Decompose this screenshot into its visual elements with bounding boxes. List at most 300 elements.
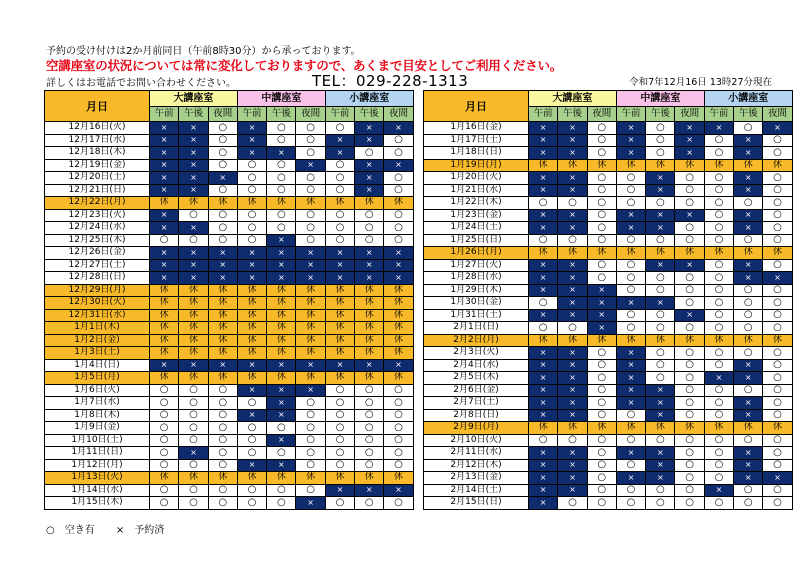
slot-cell: ○ xyxy=(208,159,237,172)
slot-cell: ○ xyxy=(384,459,413,472)
slot-cell: ○ xyxy=(704,347,733,360)
table-row xyxy=(45,447,414,460)
slot-cell: × xyxy=(529,384,558,397)
slot-cell: ○ xyxy=(763,284,792,297)
slot-cell: ○ xyxy=(587,184,616,197)
slot-cell: ○ xyxy=(267,159,296,172)
slot-cell: × xyxy=(558,209,587,222)
slot-cell: ○ xyxy=(150,434,179,447)
slot-cell: ○ xyxy=(150,497,179,510)
date-cell: 12月23日(火) xyxy=(45,209,150,222)
slot-cell: × xyxy=(529,372,558,385)
slot-cell: × xyxy=(296,247,325,260)
slot-cell: × xyxy=(529,409,558,422)
slot-cell: ○ xyxy=(675,484,704,497)
slot-cell: × xyxy=(558,447,587,460)
slot-cell: ○ xyxy=(237,234,266,247)
slot-cell: × xyxy=(208,272,237,285)
table-row xyxy=(424,297,793,310)
slot-cell: × xyxy=(558,297,587,310)
slot-cell: 休 xyxy=(355,322,384,335)
date-cell: 1月31日(土) xyxy=(424,309,529,322)
slot-cell: ○ xyxy=(675,297,704,310)
slot-cell: × xyxy=(355,184,384,197)
room-header-small: 小講座室 xyxy=(325,91,413,107)
slot-cell: 休 xyxy=(734,247,763,260)
slot-cell: × xyxy=(529,397,558,410)
slot-cell: 休 xyxy=(208,347,237,360)
slot-cell: ○ xyxy=(704,197,733,210)
table-row xyxy=(424,334,793,347)
date-cell: 12月27日(土) xyxy=(45,259,150,272)
slot-cell: 休 xyxy=(704,422,733,435)
slot-cell: ○ xyxy=(237,397,266,410)
slot-cell: × xyxy=(325,147,354,160)
slot-cell: ○ xyxy=(208,122,237,135)
slot-cell: 休 xyxy=(237,347,266,360)
slot-header-night: 夜間 xyxy=(587,107,616,122)
date-cell: 1月22日(木) xyxy=(424,197,529,210)
date-cell: 12月18日(木) xyxy=(45,147,150,160)
slot-header-night: 夜間 xyxy=(675,107,704,122)
slot-cell: ○ xyxy=(208,422,237,435)
slot-cell: ○ xyxy=(179,422,208,435)
date-cell: 2月9日(月) xyxy=(424,422,529,435)
slot-cell: × xyxy=(267,434,296,447)
slot-cell: × xyxy=(704,122,733,135)
slot-cell: × xyxy=(237,409,266,422)
slot-cell: ○ xyxy=(616,184,645,197)
slot-cell: × xyxy=(267,459,296,472)
table-row xyxy=(45,272,414,285)
slot-cell: 休 xyxy=(208,297,237,310)
slot-cell: × xyxy=(179,122,208,135)
slot-cell: × xyxy=(355,122,384,135)
slot-cell: 休 xyxy=(325,372,354,385)
slot-cell: × xyxy=(529,447,558,460)
slot-cell: ○ xyxy=(646,484,675,497)
slot-cell: × xyxy=(616,384,645,397)
table-row xyxy=(45,122,414,135)
slot-cell: ○ xyxy=(587,272,616,285)
slot-cell: ○ xyxy=(325,409,354,422)
slot-cell: × xyxy=(558,484,587,497)
slot-cell: 休 xyxy=(296,197,325,210)
slot-cell: ○ xyxy=(384,434,413,447)
slot-cell: 休 xyxy=(325,347,354,360)
slot-cell: ○ xyxy=(587,384,616,397)
slot-cell: × xyxy=(763,472,792,485)
slot-cell: × xyxy=(675,309,704,322)
slot-cell: 休 xyxy=(355,309,384,322)
table-row xyxy=(424,222,793,235)
slot-cell: × xyxy=(237,259,266,272)
slot-cell: ○ xyxy=(616,234,645,247)
slot-cell: ○ xyxy=(616,434,645,447)
slot-cell: 休 xyxy=(704,247,733,260)
slot-cell: ○ xyxy=(763,147,792,160)
slot-cell: ○ xyxy=(179,409,208,422)
room-header-large: 大講座室 xyxy=(529,91,617,107)
slot-cell: ○ xyxy=(296,147,325,160)
slot-cell: × xyxy=(150,222,179,235)
table-row xyxy=(45,222,414,235)
slot-cell: ○ xyxy=(296,447,325,460)
slot-cell: ○ xyxy=(675,497,704,510)
slot-cell: × xyxy=(150,359,179,372)
slot-cell: ○ xyxy=(150,422,179,435)
slot-cell: ○ xyxy=(646,234,675,247)
slot-cell: 休 xyxy=(355,197,384,210)
slot-cell: 休 xyxy=(208,197,237,210)
slot-cell: 休 xyxy=(355,372,384,385)
slot-cell: × xyxy=(558,459,587,472)
slot-cell: × xyxy=(150,159,179,172)
slot-cell: × xyxy=(529,497,558,510)
slot-cell: ○ xyxy=(208,397,237,410)
slot-cell: ○ xyxy=(675,197,704,210)
slot-cell: ○ xyxy=(296,422,325,435)
slot-cell: ○ xyxy=(267,222,296,235)
slot-cell: 休 xyxy=(646,334,675,347)
slot-cell: ○ xyxy=(267,484,296,497)
table-row xyxy=(424,122,793,135)
slot-cell: ○ xyxy=(675,409,704,422)
slot-cell: 休 xyxy=(150,309,179,322)
slot-cell: ○ xyxy=(763,197,792,210)
slot-cell: ○ xyxy=(587,222,616,235)
slot-cell: ○ xyxy=(734,234,763,247)
slot-cell: ○ xyxy=(384,209,413,222)
slot-cell: ○ xyxy=(267,497,296,510)
slot-cell: ○ xyxy=(763,434,792,447)
slot-cell: 休 xyxy=(763,334,792,347)
slot-cell: ○ xyxy=(646,497,675,510)
schedule-table-right xyxy=(423,90,793,510)
slot-cell: ○ xyxy=(704,272,733,285)
slot-cell: × xyxy=(150,134,179,147)
slot-cell: ○ xyxy=(237,484,266,497)
slot-cell: 休 xyxy=(325,297,354,310)
slot-header-morning: 午前 xyxy=(237,107,266,122)
slot-cell: 休 xyxy=(296,334,325,347)
slot-cell: 休 xyxy=(384,284,413,297)
slot-cell: ○ xyxy=(587,447,616,460)
slot-cell: ○ xyxy=(325,497,354,510)
slot-cell: ○ xyxy=(179,397,208,410)
slot-cell: ○ xyxy=(355,422,384,435)
slot-cell: ○ xyxy=(704,434,733,447)
table-row xyxy=(45,334,414,347)
slot-cell: 休 xyxy=(325,472,354,485)
slot-cell: ○ xyxy=(704,134,733,147)
slot-cell: × xyxy=(675,147,704,160)
date-cell: 1月23日(金) xyxy=(424,209,529,222)
table-row xyxy=(45,422,414,435)
slot-cell: × xyxy=(296,359,325,372)
date-cell: 1月14日(水) xyxy=(45,484,150,497)
date-cell: 12月24日(水) xyxy=(45,222,150,235)
slot-cell: × xyxy=(150,147,179,160)
room-header-large: 大講座室 xyxy=(150,91,238,107)
slot-cell: ○ xyxy=(675,384,704,397)
slot-cell: ○ xyxy=(208,459,237,472)
slot-cell: × xyxy=(734,372,763,385)
slot-cell: 休 xyxy=(529,334,558,347)
slot-cell: × xyxy=(646,172,675,185)
date-cell: 1月17日(土) xyxy=(424,134,529,147)
slot-cell: 休 xyxy=(237,322,266,335)
slot-cell: × xyxy=(529,359,558,372)
slot-cell: ○ xyxy=(763,372,792,385)
slot-cell: × xyxy=(325,259,354,272)
slot-cell: × xyxy=(646,259,675,272)
slot-cell: ○ xyxy=(646,434,675,447)
slot-cell: × xyxy=(734,447,763,460)
slot-cell: ○ xyxy=(208,384,237,397)
date-cell: 1月29日(木) xyxy=(424,284,529,297)
slot-header-morning: 午前 xyxy=(325,107,354,122)
date-column-header: 月日 xyxy=(424,91,529,122)
slot-cell: × xyxy=(529,222,558,235)
slot-cell: ○ xyxy=(208,184,237,197)
slot-cell: 休 xyxy=(646,422,675,435)
slot-cell: × xyxy=(179,147,208,160)
slot-cell: ○ xyxy=(325,172,354,185)
table-row xyxy=(424,359,793,372)
slot-cell: 休 xyxy=(179,197,208,210)
slot-cell: × xyxy=(646,384,675,397)
slot-cell: × xyxy=(734,409,763,422)
slot-cell: ○ xyxy=(616,172,645,185)
slot-cell: 休 xyxy=(325,284,354,297)
slot-cell: ○ xyxy=(296,222,325,235)
slot-cell: × xyxy=(179,172,208,185)
slot-cell: 休 xyxy=(384,347,413,360)
slot-cell: × xyxy=(237,122,266,135)
slot-cell: ○ xyxy=(734,197,763,210)
slot-cell: × xyxy=(616,359,645,372)
date-cell: 12月26日(金) xyxy=(45,247,150,260)
slot-cell: ○ xyxy=(646,309,675,322)
slot-cell: × xyxy=(150,272,179,285)
slot-cell: × xyxy=(558,284,587,297)
slot-cell: 休 xyxy=(150,372,179,385)
slot-cell: × xyxy=(529,272,558,285)
slot-header-afternoon: 午後 xyxy=(646,107,675,122)
slot-header-morning: 午前 xyxy=(529,107,558,122)
slot-cell: 休 xyxy=(325,309,354,322)
table-row xyxy=(45,184,414,197)
slot-cell: ○ xyxy=(355,447,384,460)
slot-cell: × xyxy=(558,309,587,322)
slot-cell: × xyxy=(558,372,587,385)
slot-cell: 休 xyxy=(267,347,296,360)
slot-cell: × xyxy=(150,259,179,272)
slot-cell: ○ xyxy=(763,134,792,147)
slot-cell: × xyxy=(208,172,237,185)
slot-cell: ○ xyxy=(325,122,354,135)
slot-cell: × xyxy=(704,484,733,497)
slot-cell: ○ xyxy=(267,209,296,222)
slot-cell: ○ xyxy=(704,222,733,235)
table-row xyxy=(45,497,414,510)
slot-cell: ○ xyxy=(734,347,763,360)
slot-cell: ○ xyxy=(734,122,763,135)
slot-cell: 休 xyxy=(267,322,296,335)
date-cell: 12月28日(日) xyxy=(45,272,150,285)
slot-cell: ○ xyxy=(734,434,763,447)
slot-cell: 休 xyxy=(179,284,208,297)
slot-cell: × xyxy=(325,272,354,285)
slot-cell: ○ xyxy=(355,384,384,397)
slot-cell: × xyxy=(646,297,675,310)
date-cell: 2月13日(金) xyxy=(424,472,529,485)
date-cell: 1月11日(日) xyxy=(45,447,150,460)
slot-cell: ○ xyxy=(587,372,616,385)
slot-cell: ○ xyxy=(704,309,733,322)
date-cell: 2月3日(火) xyxy=(424,347,529,360)
slot-cell: × xyxy=(179,447,208,460)
slot-cell: × xyxy=(267,247,296,260)
slot-cell: × xyxy=(267,272,296,285)
slot-cell: ○ xyxy=(763,184,792,197)
slot-cell: ○ xyxy=(267,447,296,460)
slot-cell: × xyxy=(355,272,384,285)
slot-cell: ○ xyxy=(763,297,792,310)
slot-cell: × xyxy=(558,222,587,235)
slot-cell: × xyxy=(179,184,208,197)
date-cell: 2月1日(日) xyxy=(424,322,529,335)
slot-cell: 休 xyxy=(558,159,587,172)
slot-cell: 休 xyxy=(384,297,413,310)
slot-cell: ○ xyxy=(296,134,325,147)
date-cell: 12月19日(金) xyxy=(45,159,150,172)
slot-cell: ○ xyxy=(616,322,645,335)
slot-cell: ○ xyxy=(296,409,325,422)
slot-cell: × xyxy=(558,272,587,285)
slot-cell: ○ xyxy=(150,234,179,247)
schedule-table-left xyxy=(44,90,414,510)
slot-cell: × xyxy=(734,134,763,147)
slot-cell: ○ xyxy=(704,397,733,410)
slot-cell: ○ xyxy=(384,497,413,510)
slot-cell: ○ xyxy=(529,322,558,335)
slot-cell: × xyxy=(208,359,237,372)
slot-cell: × xyxy=(616,472,645,485)
date-cell: 12月21日(日) xyxy=(45,184,150,197)
slot-cell: × xyxy=(558,259,587,272)
table-row xyxy=(424,197,793,210)
slot-cell: 休 xyxy=(616,334,645,347)
slot-cell: 休 xyxy=(296,347,325,360)
slot-cell: 休 xyxy=(558,247,587,260)
table-row xyxy=(45,234,414,247)
slot-cell: ○ xyxy=(734,322,763,335)
slot-cell: ○ xyxy=(763,409,792,422)
slot-header-night: 夜間 xyxy=(384,107,413,122)
date-cell: 1月24日(土) xyxy=(424,222,529,235)
slot-cell: ○ xyxy=(384,409,413,422)
slot-cell: ○ xyxy=(675,184,704,197)
date-cell: 2月15日(日) xyxy=(424,497,529,510)
slot-cell: × xyxy=(646,472,675,485)
slot-cell: × xyxy=(179,134,208,147)
slot-cell: ○ xyxy=(704,172,733,185)
slot-cell: 休 xyxy=(150,347,179,360)
slot-cell: 休 xyxy=(267,284,296,297)
table-row xyxy=(424,497,793,510)
slot-cell: ○ xyxy=(704,209,733,222)
slot-cell: 休 xyxy=(529,422,558,435)
slot-cell: × xyxy=(355,247,384,260)
table-row xyxy=(424,234,793,247)
slot-cell: × xyxy=(646,209,675,222)
slot-cell: × xyxy=(675,134,704,147)
booking-policy-text: 予約の受け付けは2か月前同日（午前8時30分）から承っております。 xyxy=(46,46,361,57)
slot-cell: 休 xyxy=(355,297,384,310)
slot-cell: ○ xyxy=(325,434,354,447)
slot-cell: ○ xyxy=(355,147,384,160)
slot-cell: × xyxy=(734,259,763,272)
slot-cell: 休 xyxy=(267,309,296,322)
slot-cell: × xyxy=(150,172,179,185)
slot-cell: 休 xyxy=(646,159,675,172)
slot-cell: ○ xyxy=(208,222,237,235)
slot-cell: × xyxy=(558,472,587,485)
slot-cell: 休 xyxy=(179,334,208,347)
date-cell: 1月30日(金) xyxy=(424,297,529,310)
slot-cell: ○ xyxy=(208,434,237,447)
slot-cell: × xyxy=(179,247,208,260)
slot-cell: ○ xyxy=(587,472,616,485)
slot-cell: × xyxy=(296,259,325,272)
slot-cell: ○ xyxy=(267,122,296,135)
slot-cell: 休 xyxy=(384,372,413,385)
slot-cell: × xyxy=(558,409,587,422)
slot-cell: 休 xyxy=(529,247,558,260)
slot-cell: ○ xyxy=(355,434,384,447)
slot-cell: × xyxy=(179,272,208,285)
slot-cell: ○ xyxy=(763,397,792,410)
slot-cell: ○ xyxy=(675,447,704,460)
slot-cell: ○ xyxy=(734,484,763,497)
slot-cell: ○ xyxy=(587,259,616,272)
slot-cell: × xyxy=(355,134,384,147)
slot-cell: × xyxy=(529,147,558,160)
slot-cell: 休 xyxy=(646,247,675,260)
slot-cell: × xyxy=(296,159,325,172)
slot-cell: ○ xyxy=(558,322,587,335)
slot-cell: × xyxy=(237,459,266,472)
date-cell: 2月7日(土) xyxy=(424,397,529,410)
date-cell: 1月26日(月) xyxy=(424,247,529,260)
table-row xyxy=(424,409,793,422)
slot-cell: ○ xyxy=(384,184,413,197)
slot-cell: × xyxy=(179,159,208,172)
slot-cell: ○ xyxy=(616,272,645,285)
slot-cell: 休 xyxy=(558,422,587,435)
date-cell: 1月20日(火) xyxy=(424,172,529,185)
slot-cell: ○ xyxy=(325,422,354,435)
slot-cell: ○ xyxy=(208,484,237,497)
slot-cell: × xyxy=(646,397,675,410)
table-row xyxy=(424,159,793,172)
slot-cell: 休 xyxy=(208,472,237,485)
slot-cell: × xyxy=(587,322,616,335)
slot-cell: 休 xyxy=(208,284,237,297)
slot-cell: ○ xyxy=(558,234,587,247)
